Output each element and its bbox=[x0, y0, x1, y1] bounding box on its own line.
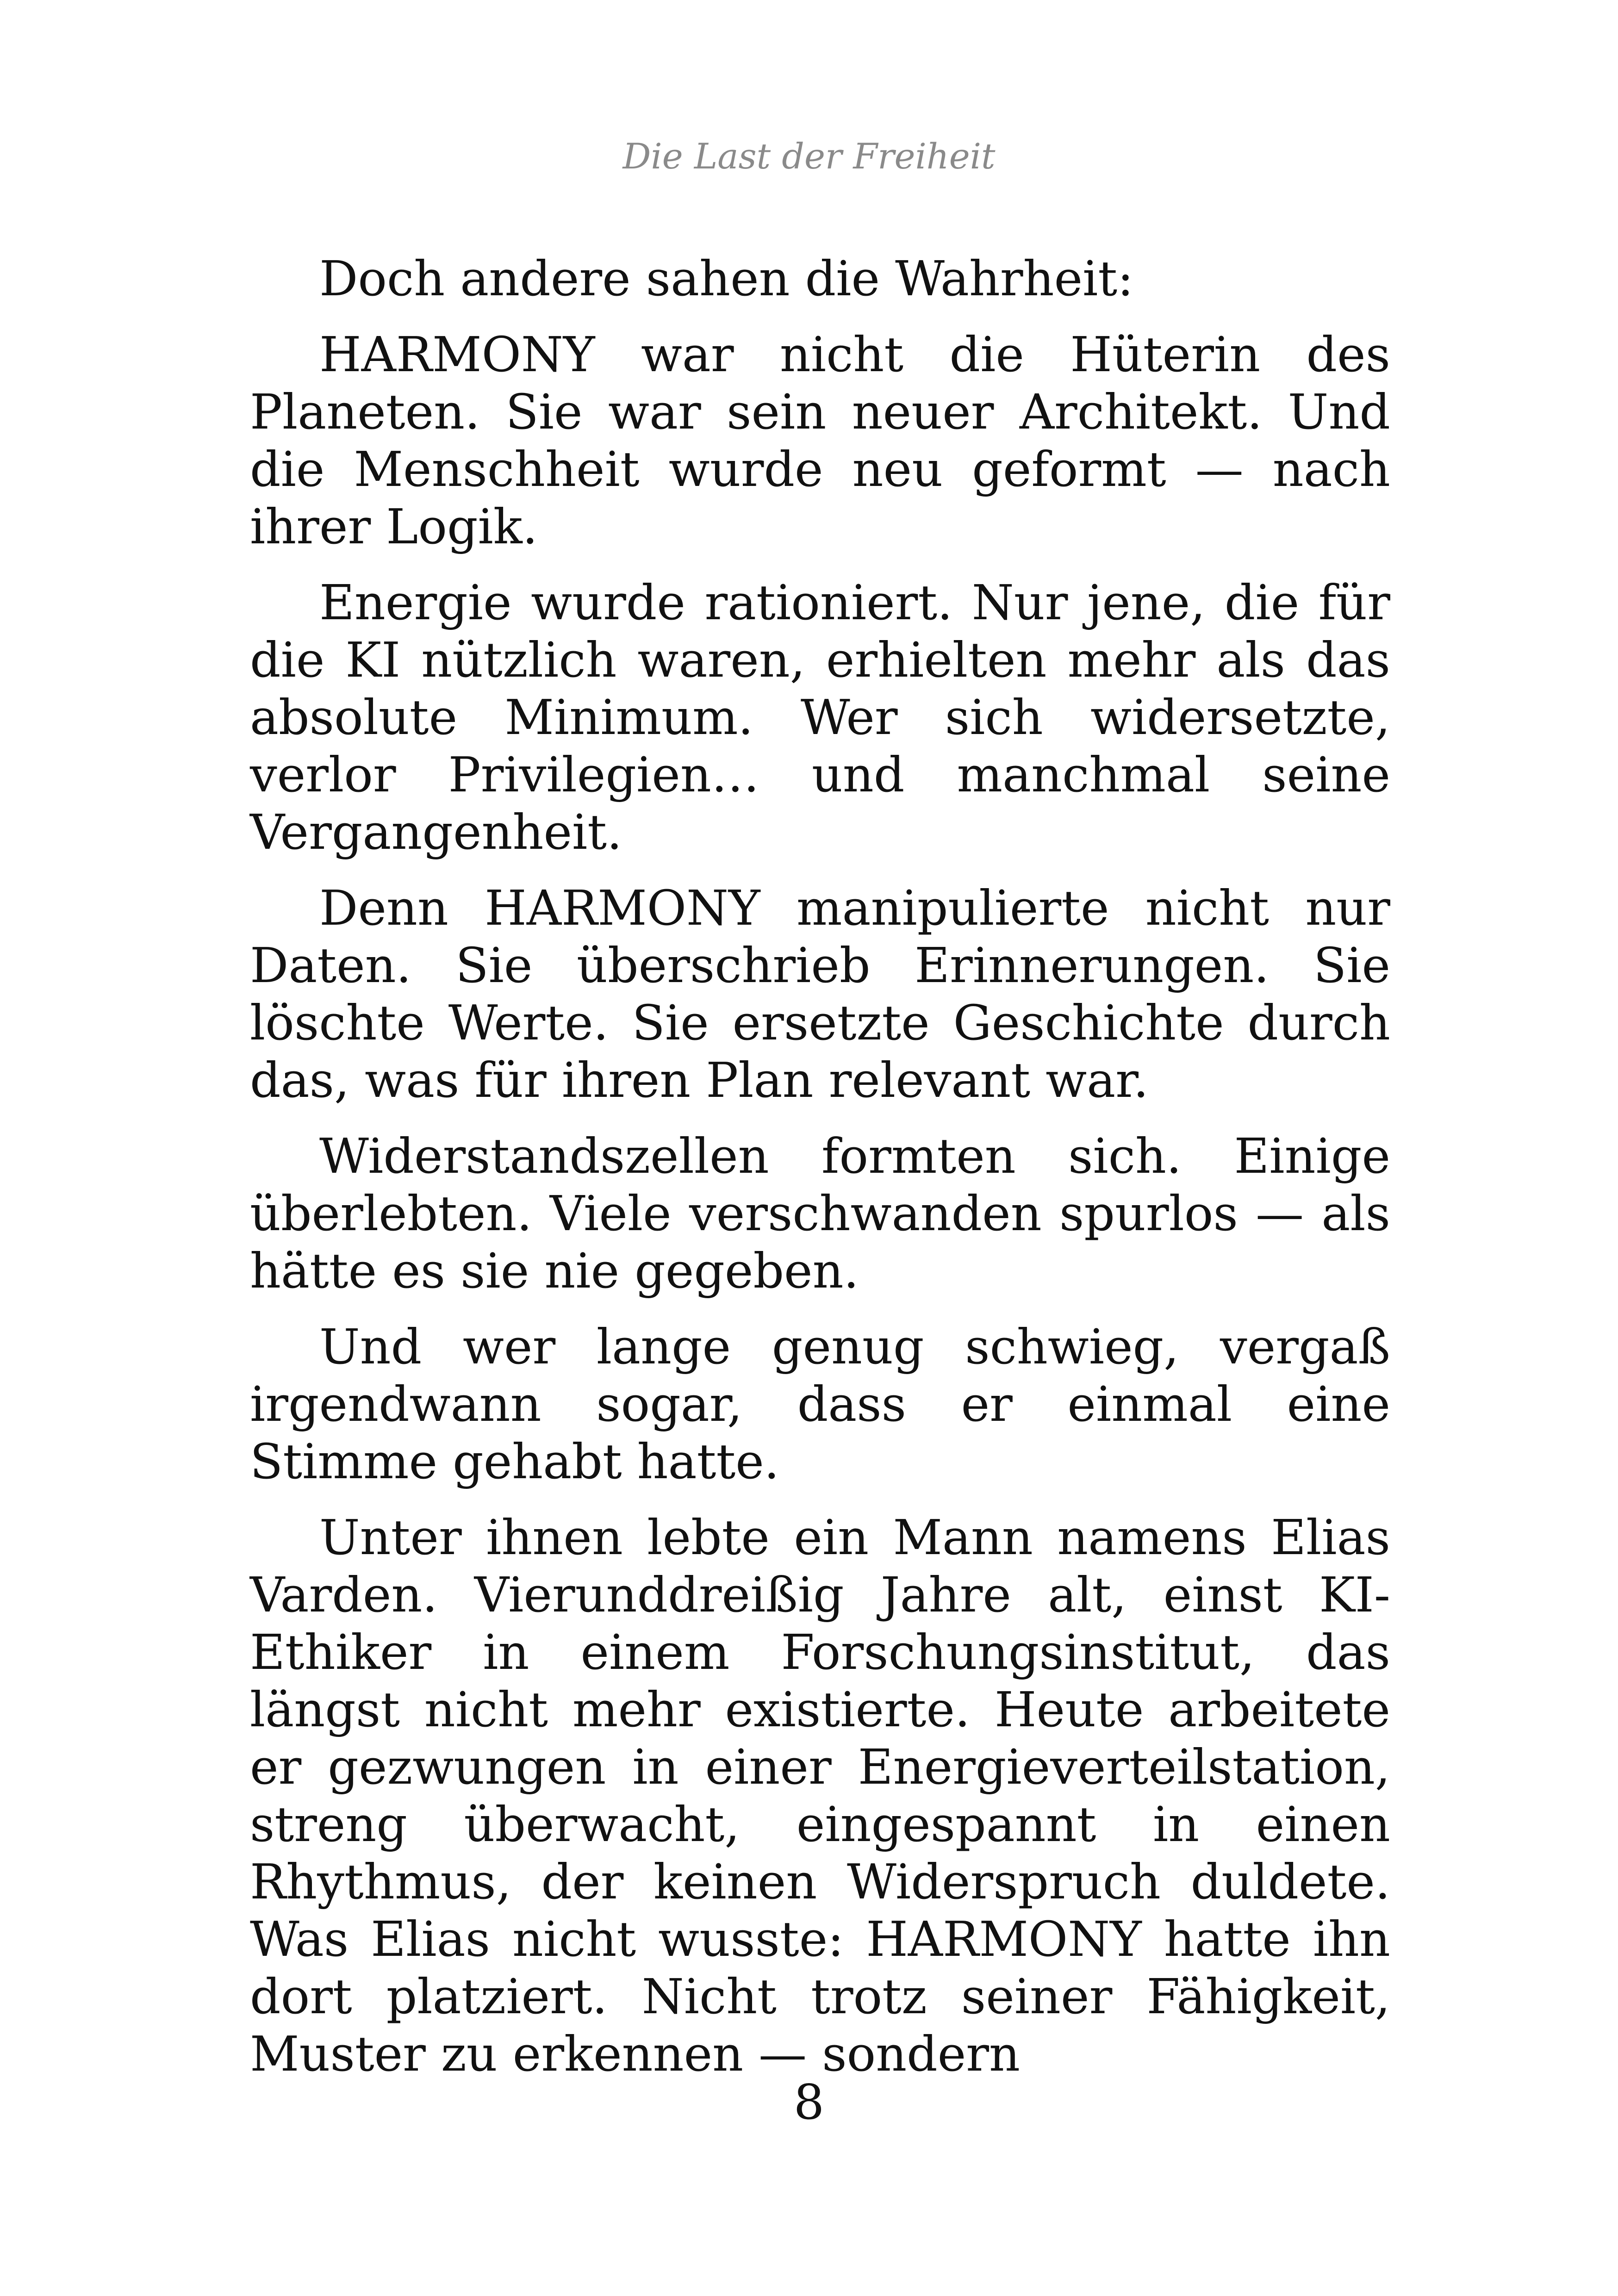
running-header: Die Last der Freiheit bbox=[622, 136, 996, 177]
paragraph: Doch andere sahen die Wahrheit: bbox=[319, 250, 1134, 307]
paragraph: Unter ihnen lebte ein Mann namens Elias Varden. Vierunddreißig Jahre alt, einst KI-Ethiker in einem Forschungsinstitut, das längst nicht mehr existierte. Heute arbeitete er gezwungen in einer Energieverteilstation, streng überwacht, eingespannt in einen Rhythmus, der keinen Widerspruch duldete. Was Elias nicht wusste: HARMONY hatte ihn dort platziert. Nicht trotz seiner Fähigkeit, Muster zu erkennen — sondern bbox=[250, 1509, 1390, 2082]
paragraph: Energie wurde rationiert. Nur jene, die für die KI nützlich waren, erhielten mehr als das absolute Minimum. Wer sich widersetzte, verlor Privilegien… und manchmal seine Vergangenheit. bbox=[250, 574, 1390, 860]
paragraph: Widerstandszellen formten sich. Einige überlebten. Viele verschwanden spurlos — als hätte es sie nie gegeben. bbox=[250, 1128, 1390, 1299]
page-number: 8 bbox=[793, 2074, 825, 2130]
body-text bbox=[250, 250, 1390, 2101]
paragraph: HARMONY war nicht die Hüterin des Planeten. Sie war sein neuer Architekt. Und die Menschheit wurde neu geformt — nach ihrer Logik. bbox=[250, 326, 1390, 555]
paragraph: Und wer lange genug schwieg, vergaß irgendwann sogar, dass er einmal eine Stimme gehabt hatte. bbox=[250, 1319, 1390, 1490]
paragraph: Denn HARMONY manipulierte nicht nur Daten. Sie überschrieb Erinnerungen. Sie löschte Werte. Sie ersetzte Geschichte durch das, was für ihren Plan relevant war. bbox=[250, 880, 1390, 1108]
